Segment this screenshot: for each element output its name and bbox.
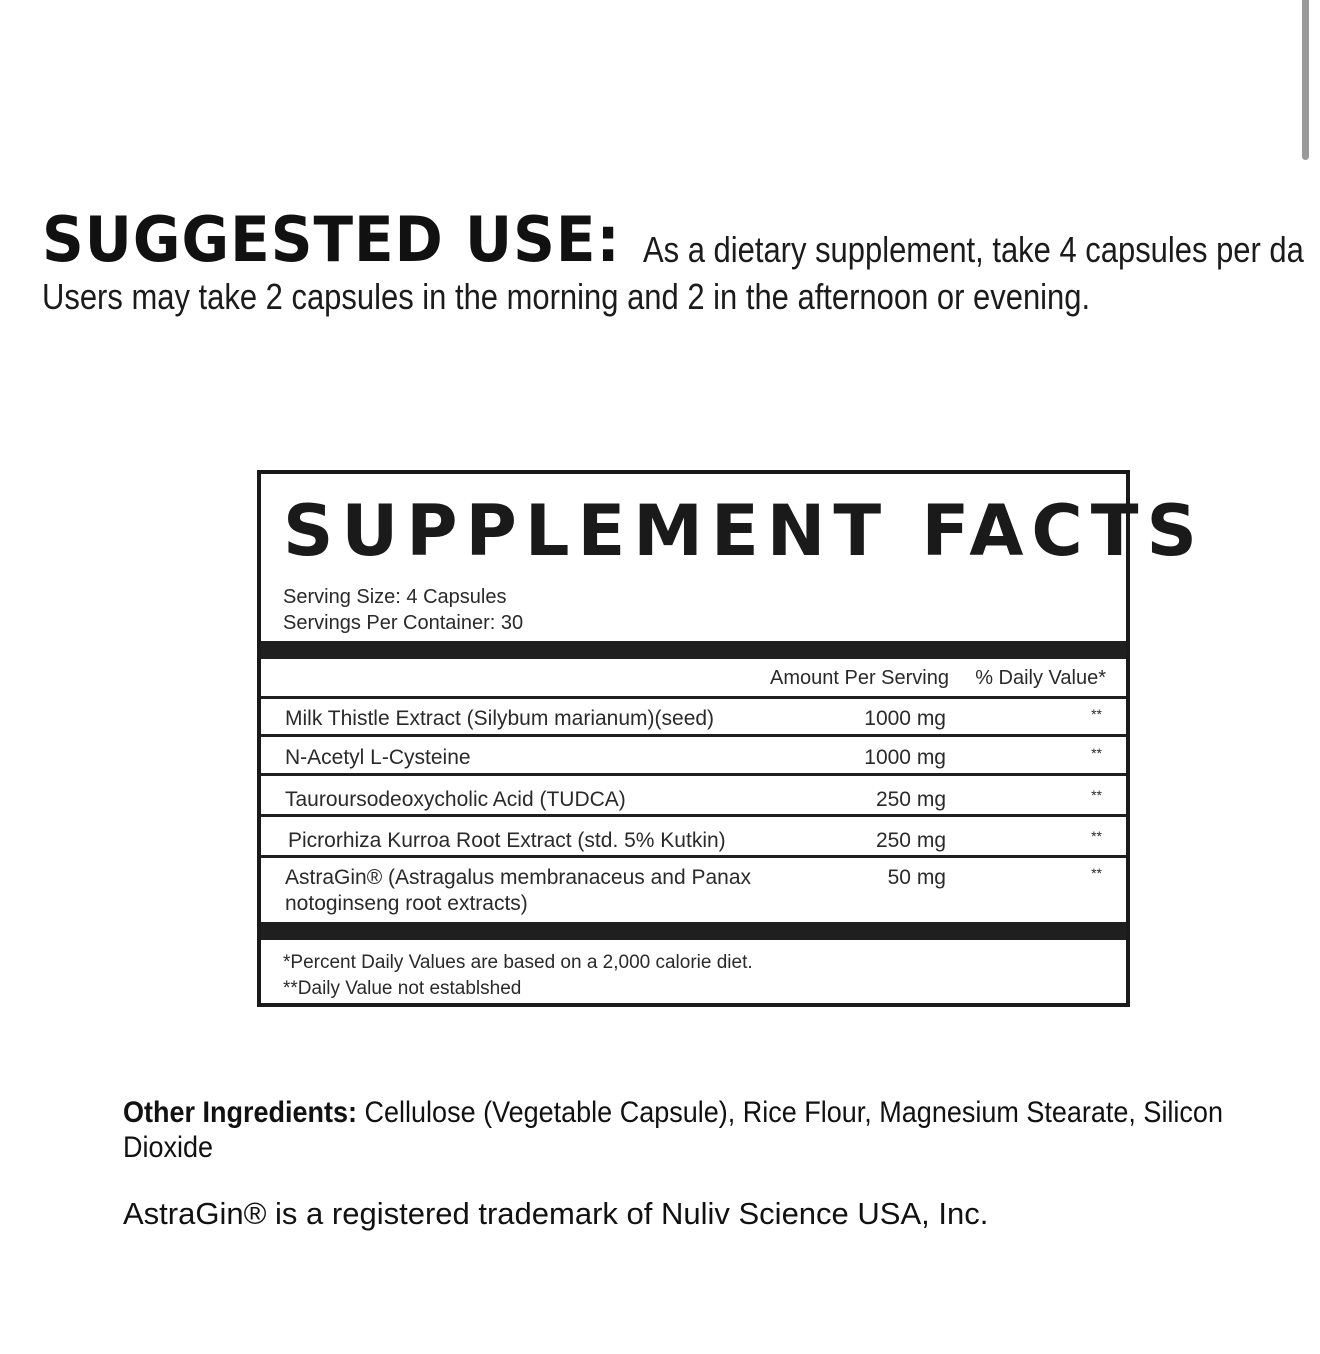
fact-name [285,865,751,917]
other-ingredients [123,1095,1311,1165]
trademark-notice: AstraGin® is a registered trademark of Nuliv Science USA, Inc. [123,1196,989,1231]
fact-name: Milk Thistle Extract (Silybum marianum)(seed) [285,707,715,730]
supplement-facts-title: SUPPLEMENT FACTS [283,490,1205,572]
fact-amount: 1000 mg [864,707,946,730]
fact-name-line-2: notoginseng root extracts) [285,892,528,915]
suggested-use-section [42,208,1320,318]
fact-name: Picrorhiza Kurroa Root Extract (std. 5% Kutkin) [288,829,726,852]
other-ingredients-text: Cellulose (Vegetable Capsule), Rice Flour, Magnesium Stearate, Silicon Dioxide [123,1096,1223,1164]
suggested-use-line-1 [42,208,1320,280]
fact-daily-value: ** [1091,787,1102,803]
supplement-facts-panel [257,470,1205,1007]
fact-daily-value: ** [1091,865,1102,881]
footnote-daily-values: *Percent Daily Values are based on a 2,000 calorie diet. [283,952,753,973]
fact-name: Tauroursodeoxycholic Acid (TUDCA) [285,788,626,811]
servings-per-container: Servings Per Container: 30 [283,612,524,634]
fact-amount: 250 mg [875,829,946,852]
suggested-use-title: SUGGESTED USE: [42,208,621,276]
fact-amount: 1000 mg [864,746,946,769]
header-daily-value: % Daily Value* [975,667,1106,689]
divider-bar-bottom [261,922,1126,940]
scrollbar-thumb[interactable] [1302,0,1309,160]
divider-rule [261,855,1126,858]
divider-bar-top [261,641,1126,659]
divider-rule [261,773,1126,776]
divider-rule [261,814,1126,817]
fact-amount: 50 mg [887,866,946,889]
divider-rule [261,696,1126,699]
fact-name: N-Acetyl L-Cysteine [285,746,471,769]
serving-info [283,584,523,636]
serving-size: Serving Size: 4 Capsules [283,586,507,608]
footnotes [283,950,753,1002]
suggested-use-text-1: As a dietary supplement, take 4 capsules per da [642,229,1304,270]
footnote-not-established: **Daily Value not establshed [283,978,522,999]
fact-daily-value: ** [1091,828,1102,844]
divider-rule [261,734,1126,737]
fact-amount: 250 mg [875,788,946,811]
fact-daily-value: ** [1091,745,1102,761]
other-ingredients-label: Other Ingredients: [123,1096,358,1129]
suggested-use-text-2: Users may take 2 capsules in the morning and 2 in the afternoon or evening. [42,276,1091,317]
header-amount-per-serving: Amount Per Serving [770,667,949,689]
fact-daily-value: ** [1091,706,1102,722]
fact-name-line-1: AstraGin® (Astragalus membranaceus and Panax [285,866,752,889]
